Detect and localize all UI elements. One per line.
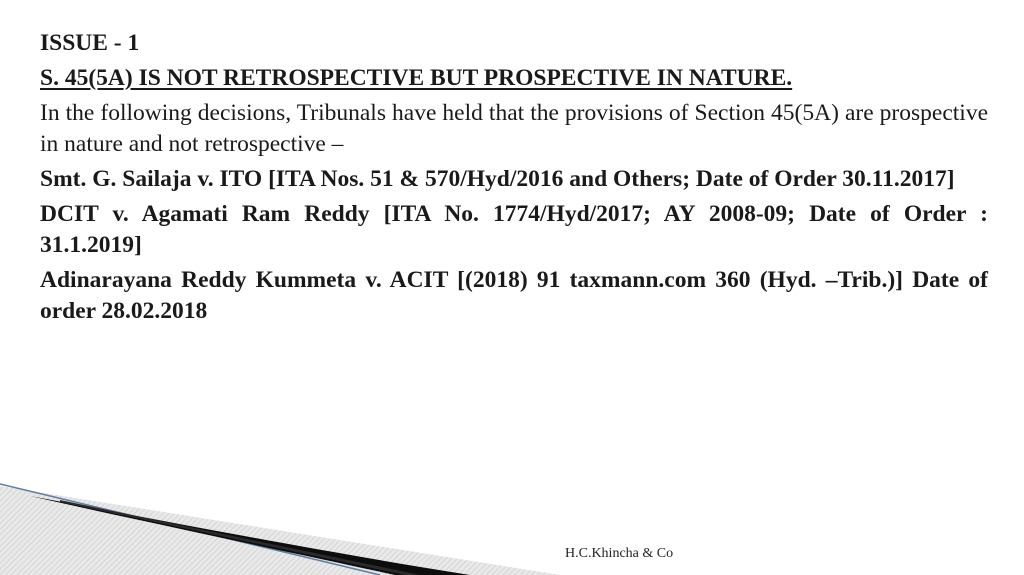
footer-company-name: H.C.Khincha & Co	[565, 546, 674, 561]
case-item-agamati: DCIT v. Agamati Ram Reddy [ITA No. 1774/Hyd/2017; AY 2008-09; Date of Order : 31.1.2019]	[40, 201, 988, 258]
intro-paragraph: In the following decisions, Tribunals have held that the provisions of Section 45(5A) are prospective in nature and not retrospective –	[40, 100, 988, 157]
hatched-wedge	[0, 486, 560, 575]
issue-heading: ISSUE - 1	[40, 30, 140, 56]
slide-content	[40, 28, 988, 331]
decorative-swoosh	[0, 478, 620, 575]
section-heading: S. 45(5A) IS NOT RETROSPECTIVE BUT PROSPECTIVE IN NATURE.	[40, 65, 793, 91]
case-item-kummeta: Adinarayana Reddy Kummeta v. ACIT [(2018) 91 taxmann.com 360 (Hyd. –Trib.)] Date of order 28.02.2018	[40, 267, 988, 324]
case-item-sailaja: Smt. G. Sailaja v. ITO [ITA Nos. 51 & 570/Hyd/2016 and Others; Date of Order 30.11.2017]	[40, 166, 955, 192]
